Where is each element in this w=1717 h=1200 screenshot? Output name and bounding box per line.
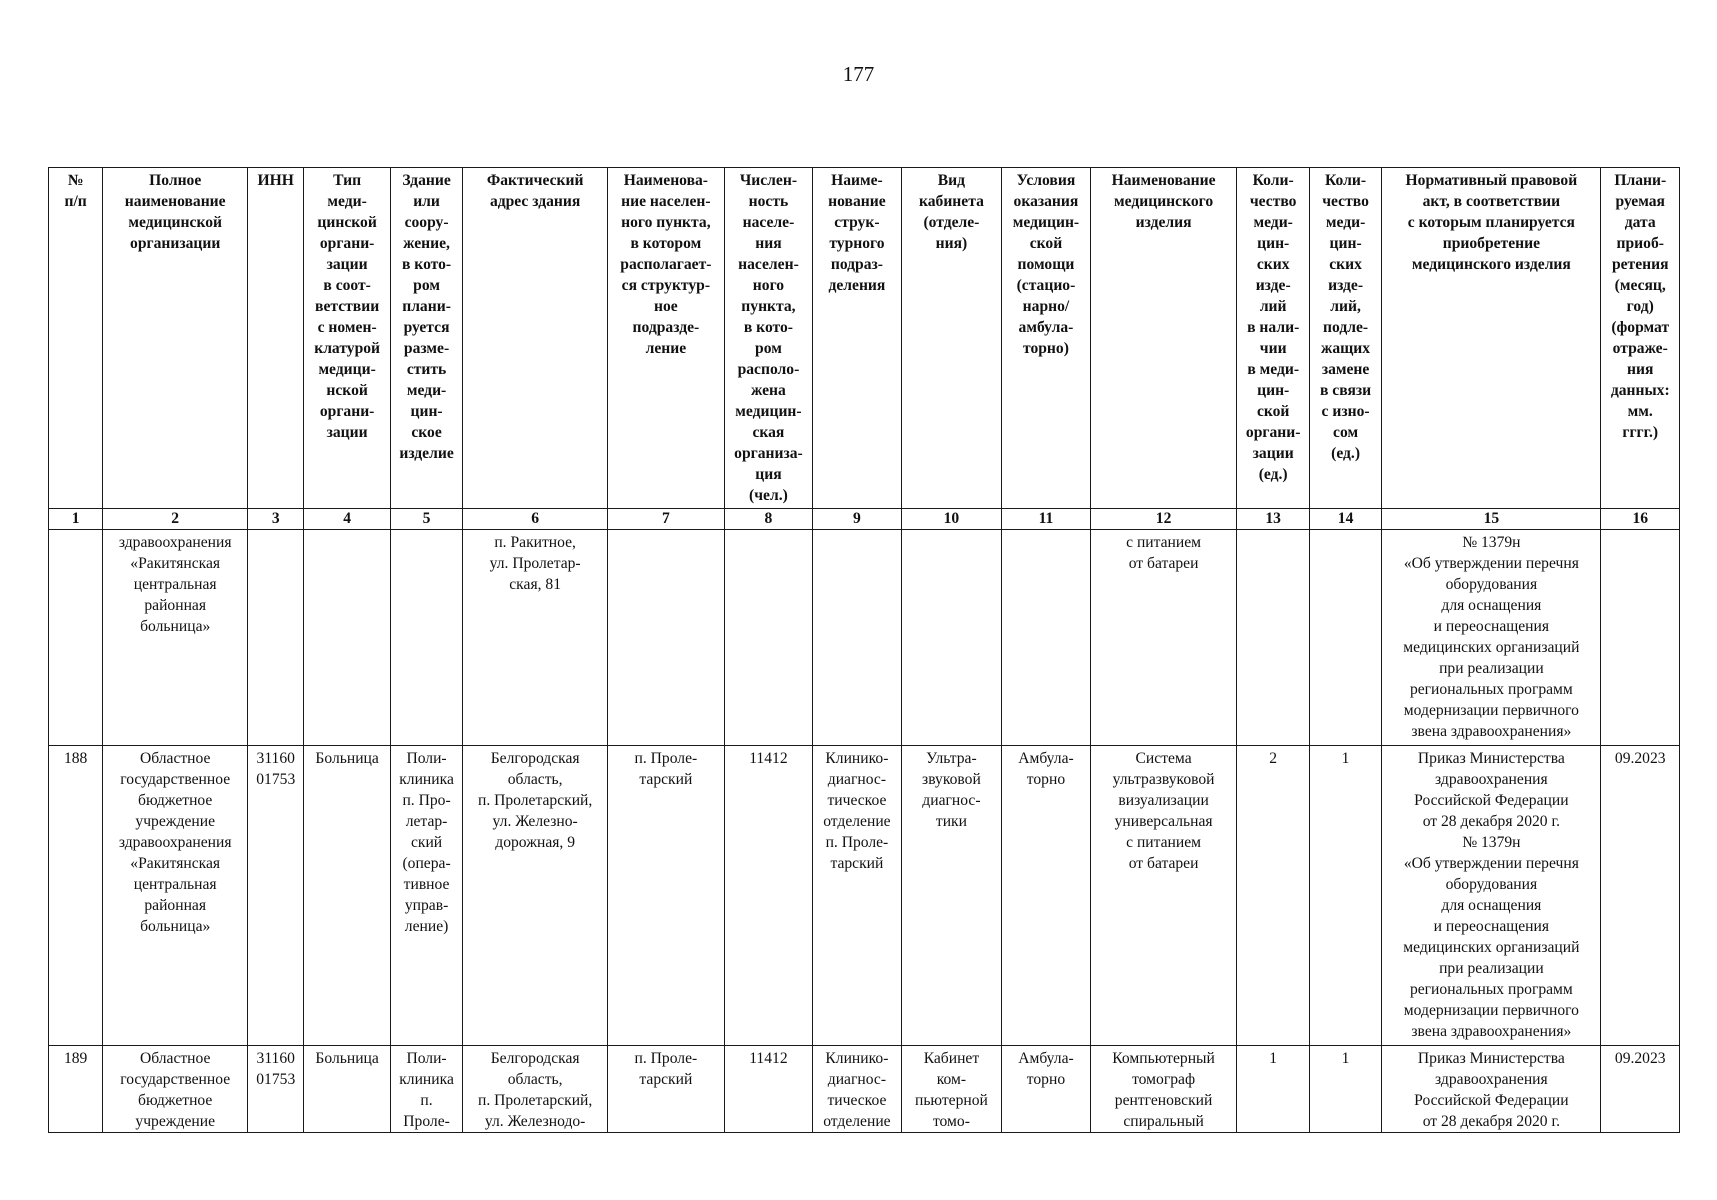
address-cell: Белгородская область, п. Пролетарский, ул. Железно- дорожная, 9 xyxy=(463,746,608,1046)
devices-to-replace-cell: 1 xyxy=(1309,1046,1381,1133)
devices-available-cell: 1 xyxy=(1237,1046,1309,1133)
table-cell xyxy=(390,530,462,746)
column-number: 12 xyxy=(1090,509,1237,530)
column-number: 10 xyxy=(901,509,1002,530)
page-number: 177 xyxy=(842,62,875,86)
column-header: Наименование медицинского изделия xyxy=(1090,168,1237,509)
table-row-189 xyxy=(49,1046,1680,1133)
column-header: Нормативный правовой акт, в соответствии с которым планируется приобретение медицинского изделия xyxy=(1382,168,1601,509)
column-header: Наиме- нование струк- турного подраз- деления xyxy=(813,168,901,509)
column-number: 6 xyxy=(463,509,608,530)
population-cell: 11412 xyxy=(724,1046,812,1133)
column-header: Тип меди- цинской органи- зации в соот- ветствии с номен- клатурой медици- нской органи- зации xyxy=(304,168,390,509)
column-number: 5 xyxy=(390,509,462,530)
column-header: Числен- ность населе- ния населен- ного пункта, в кото- ром располо- жена медицин- ская организа- ция (чел.) xyxy=(724,168,812,509)
table-cell: № 1379н «Об утверждении перечня оборудования для оснащения и переоснащения медицинских организаций при реализации региональных программ модернизации первичного звена здравоохранения» xyxy=(1382,530,1601,746)
column-number: 11 xyxy=(1002,509,1090,530)
row-number: 189 xyxy=(49,1046,103,1133)
column-number: 4 xyxy=(304,509,390,530)
organization-name: Областное государственное бюджетное учреждение здравоохранения «Ракитянская центральная районная больница» xyxy=(103,746,248,1046)
column-header: Наименова- ние населен- ного пункта, в котором располагает- ся структур- ное подразде- ление xyxy=(608,168,725,509)
row-number: 188 xyxy=(49,746,103,1046)
column-header: Полное наименование медицинской организации xyxy=(103,168,248,509)
column-header: Фактический адрес здания xyxy=(463,168,608,509)
table-cell xyxy=(1309,530,1381,746)
column-header: ИНН xyxy=(248,168,304,509)
devices-to-replace-cell: 1 xyxy=(1309,746,1381,1046)
cabinet-type-cell: Ультра- звуковой диагнос- тики xyxy=(901,746,1002,1046)
legal-act-cell: Приказ Министерства здравоохранения Российской Федерации от 28 декабря 2020 г. № 1379н «Об утверждении перечня оборудования для оснащения и переоснащения медицинских организаций при реализации региональных программ модернизации первичного звена здравоохранения» xyxy=(1382,746,1601,1046)
table-cell xyxy=(49,530,103,746)
subdivision-cell: Клинико- диагнос- тическое отделение п. Проле- тарский xyxy=(813,746,901,1046)
planned-date-cell: 09.2023 xyxy=(1601,746,1680,1046)
column-number: 9 xyxy=(813,509,901,530)
column-number: 14 xyxy=(1309,509,1381,530)
settlement-cell: п. Проле- тарский xyxy=(608,746,725,1046)
device-name-cell: Система ультразвуковой визуализации универсальная с питанием от батареи xyxy=(1090,746,1237,1046)
legal-act-cell: Приказ Министерства здравоохранения Российской Федерации от 28 декабря 2020 г. xyxy=(1382,1046,1601,1133)
table-cell xyxy=(1601,530,1680,746)
column-header: Коли- чество меди- цин- ских изде- лий в нали- чии в меди- цин- ской органи- зации (ед.) xyxy=(1237,168,1309,509)
column-number: 16 xyxy=(1601,509,1680,530)
column-header: Вид кабинета (отделе- ния) xyxy=(901,168,1002,509)
organization-name: Областное государственное бюджетное учреждение xyxy=(103,1046,248,1133)
table-row-188 xyxy=(49,746,1680,1046)
table-cell xyxy=(304,530,390,746)
column-number: 8 xyxy=(724,509,812,530)
planned-date-cell: 09.2023 xyxy=(1601,1046,1680,1133)
inn-cell: 31160 01753 xyxy=(248,1046,304,1133)
address-cell: Белгородская область, п. Пролетарский, ул. Железнодо- xyxy=(463,1046,608,1133)
column-number-row xyxy=(49,509,1680,530)
column-number: 15 xyxy=(1382,509,1601,530)
population-cell: 11412 xyxy=(724,746,812,1046)
column-header: Коли- чество меди- цин- ских изде- лий, подле- жащих замене в связи с изно- сом (ед.) xyxy=(1309,168,1381,509)
table-cell: здравоохранения «Ракитянская центральная районная больница» xyxy=(103,530,248,746)
cabinet-type-cell: Кабинет ком- пьютерной томо- xyxy=(901,1046,1002,1133)
table-cell: с питанием от батареи xyxy=(1090,530,1237,746)
column-header: Плани- руемая дата приоб- ретения (месяц, год) (формат отраже- ния данных: мм. гггг.) xyxy=(1601,168,1680,509)
column-header: № п/п xyxy=(49,168,103,509)
column-header: Здание или соору- жение, в кото- ром плани- руется разме- стить меди- цин- ское изделие xyxy=(390,168,462,509)
table-cell xyxy=(901,530,1002,746)
table-cell xyxy=(608,530,725,746)
settlement-cell: п. Проле- тарский xyxy=(608,1046,725,1133)
column-number: 2 xyxy=(103,509,248,530)
device-name-cell: Компьютерный томограф рентгеновский спиральный xyxy=(1090,1046,1237,1133)
table-row-continuation xyxy=(49,530,1680,746)
column-number: 1 xyxy=(49,509,103,530)
building-cell: Поли- клиника п. Про- летар- ский (опера- тивное управ- ление) xyxy=(390,746,462,1046)
table-cell xyxy=(813,530,901,746)
column-header: Условия оказания медицин- ской помощи (стацио- нарно/ амбула- торно) xyxy=(1002,168,1090,509)
column-number: 3 xyxy=(248,509,304,530)
organization-type: Больница xyxy=(304,1046,390,1133)
care-conditions-cell: Амбула- торно xyxy=(1002,746,1090,1046)
subdivision-cell: Клинико- диагнос- тическое отделение xyxy=(813,1046,901,1133)
column-number: 7 xyxy=(608,509,725,530)
table-cell xyxy=(248,530,304,746)
care-conditions-cell: Амбула- торно xyxy=(1002,1046,1090,1133)
table-cell xyxy=(1237,530,1309,746)
building-cell: Поли- клиника п. Проле- xyxy=(390,1046,462,1133)
table-header-row xyxy=(49,168,1680,509)
inn-cell: 31160 01753 xyxy=(248,746,304,1046)
table-cell xyxy=(1002,530,1090,746)
organization-type: Больница xyxy=(304,746,390,1046)
medical-equipment-table xyxy=(48,167,1680,1133)
table-cell: п. Ракитное, ул. Пролетар- ская, 81 xyxy=(463,530,608,746)
column-number: 13 xyxy=(1237,509,1309,530)
devices-available-cell: 2 xyxy=(1237,746,1309,1046)
table-cell xyxy=(724,530,812,746)
